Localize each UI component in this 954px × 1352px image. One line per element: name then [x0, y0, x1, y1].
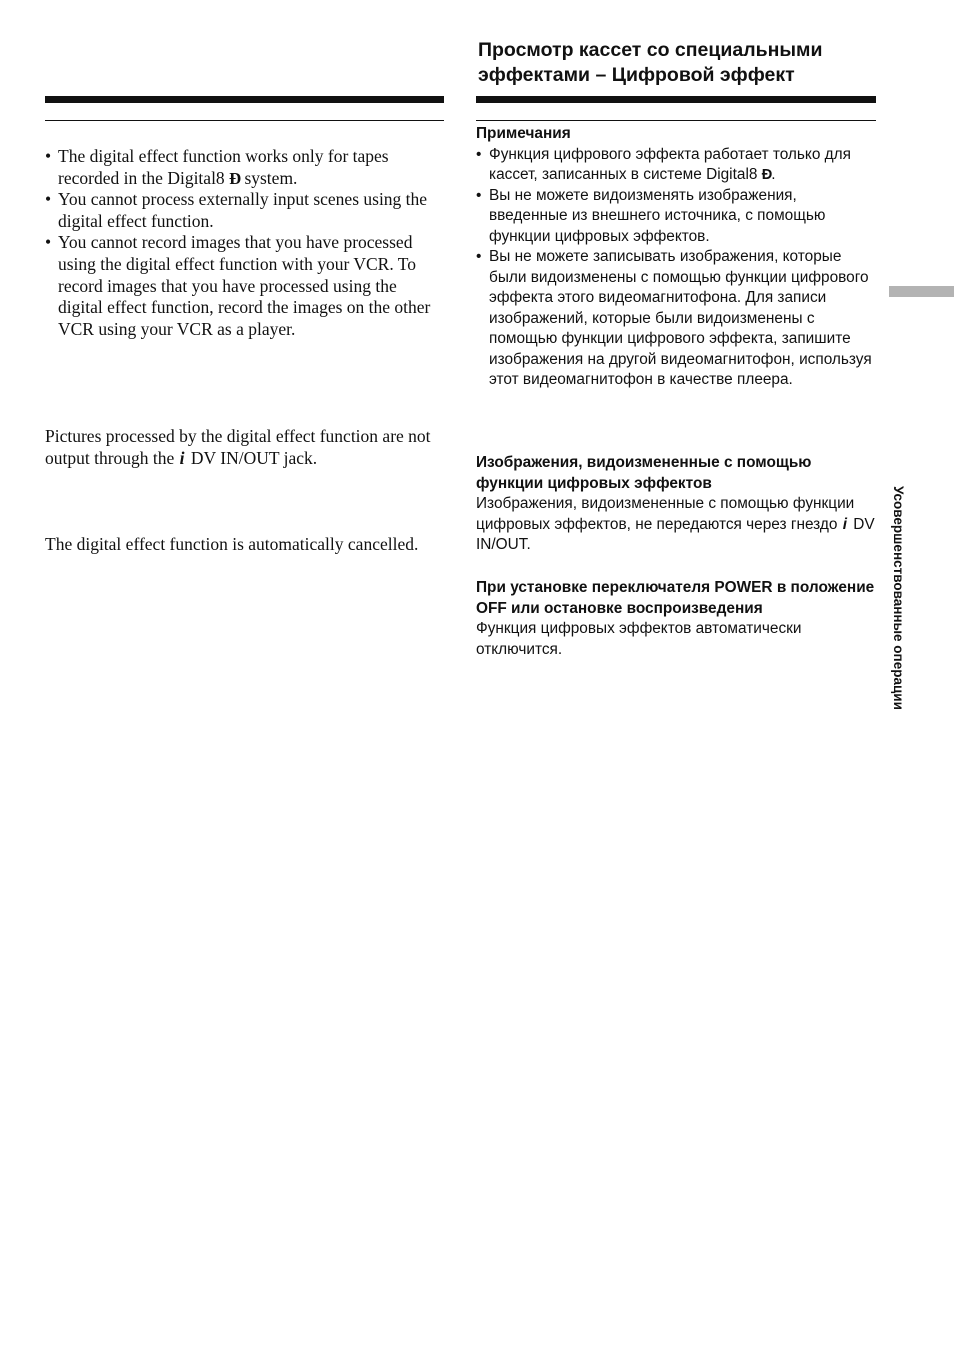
left-thin-rule	[45, 120, 444, 121]
en-section-cancel	[45, 534, 445, 556]
en-section-output	[45, 426, 445, 469]
left-thick-rule	[45, 96, 444, 103]
i-link-icon: i	[179, 447, 185, 468]
ru-section-output-heading: Изображения, видоизмененные с помощью функции цифровых эффектов	[476, 454, 812, 492]
page-title: Просмотр кассет со специальными эффектами – Цифровой эффект	[478, 39, 823, 86]
digital8-logo-icon: Ð	[229, 168, 241, 188]
sidebar-section-label: Усовершенствованные операции	[891, 486, 906, 710]
ru-note-item: • Функция цифрового эффекта работает только для кассет, записанных в системе Digital8 Ð.	[476, 145, 876, 186]
bullet: •	[45, 189, 52, 210]
ru-section-output-text: Изображения, видоизмененные с помощью функции цифровых эффектов, не передаются через гнездо i DV IN/OUT.	[476, 495, 875, 553]
right-thick-rule	[476, 96, 876, 103]
ru-section-cancel-text: Функция цифровых эффектов автоматически отключится.	[476, 620, 802, 658]
i-link-icon: i	[842, 515, 847, 533]
en-note-item: • You cannot record images that you have processed using the digital effect function with your VCR. To record images that you have processed using the digital effect function, record the images on the other VCR using your VCR as a player.	[45, 232, 431, 339]
section-tab-marker	[889, 286, 954, 297]
ru-note-item: • Вы не можете видоизменять изображения, введенные из внешнего источника, с помощью функции цифровых эффектов.	[476, 186, 826, 245]
ru-notes-heading: Примечания	[476, 125, 571, 142]
en-section-output-text: Pictures processed by the digital effect function are not output through the i DV IN/OUT jack.	[45, 426, 431, 468]
bullet: •	[476, 186, 482, 204]
en-note-item: • You cannot process externally input scenes using the digital effect function.	[45, 189, 428, 231]
bullet: •	[45, 232, 52, 253]
right-thin-rule	[476, 120, 876, 121]
ru-note-item: • Вы не можете записывать изображения, которые были видоизменены с помощью функции цифрового эффекта этого видеомагнитофона. Для записи изображений, которые были видоизменены с помощью функции цифрового эффекта, запишите изображения на другой видеомагнитофон, используя этот видеомагнитофон в качестве плеера.	[476, 248, 872, 388]
en-notes-list	[45, 146, 445, 340]
bullet: •	[45, 146, 52, 166]
ru-section-cancel-heading: При установке переключателя POWER в положение OFF или остановке воспроизведения	[476, 579, 875, 617]
ru-section-cancel	[476, 578, 876, 660]
ru-notes-block	[476, 124, 876, 391]
digital8-logo-icon: Ð	[761, 167, 772, 183]
bullet: •	[476, 145, 482, 163]
en-note-item: • The digital effect function works only for tapes recorded in the Digital8 Ð system.	[45, 146, 389, 188]
bullet: •	[476, 248, 482, 265]
en-section-cancel-text: The digital effect function is automatically cancelled.	[45, 534, 419, 554]
ru-section-output	[476, 453, 876, 556]
